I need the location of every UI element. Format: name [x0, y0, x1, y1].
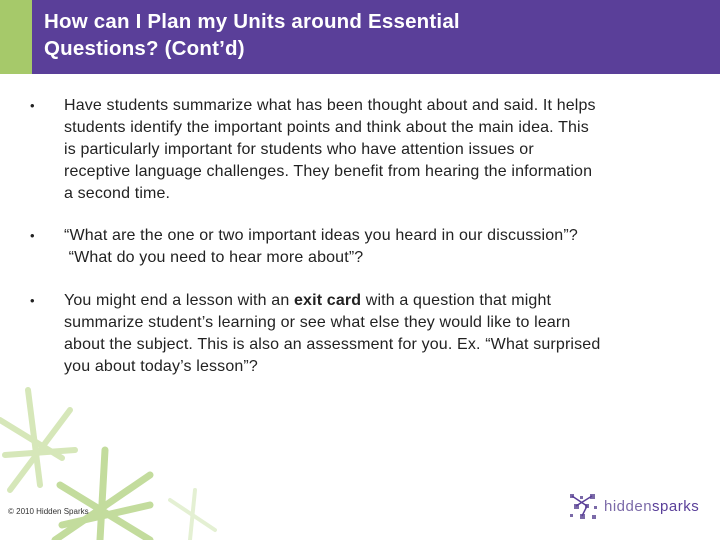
bullet-line: “What do you need to hear more about”?: [64, 249, 364, 266]
hidden-sparks-logo: [568, 492, 708, 522]
bullet-marker: •: [30, 293, 35, 308]
bullet-line: is particularly important for students who have attention issues or: [64, 141, 534, 158]
logo-word-sparks: sparks: [652, 498, 700, 515]
bullet-text-segment: with a question that might: [361, 292, 552, 309]
bullet-exit-card: [24, 290, 600, 378]
bullet-text: [64, 290, 600, 378]
bullet-marker: •: [30, 98, 35, 113]
bullet-marker: •: [30, 228, 35, 243]
bullet-text: [64, 95, 596, 205]
bullet-line: [64, 290, 600, 312]
bullet-text-segment: You might end a lesson with an: [64, 292, 294, 309]
bullet-line: about the subject. This is also an assessment for you. Ex. “What surprised: [64, 336, 601, 353]
sparks-logo-icon: [568, 492, 600, 522]
bullet-line: a second time.: [64, 185, 171, 202]
bullet-line: students identify the important points and think about the main idea. This: [64, 119, 589, 136]
bullet-line: “What are the one or two important ideas you heard in our discussion”?: [64, 227, 578, 244]
bullet-line: receptive language challenges. They benefit from hearing the information: [64, 163, 593, 180]
bullet-line: summarize student’s learning or see what else they would like to learn: [64, 314, 571, 331]
slide-title: [44, 8, 684, 62]
exit-card-term: exit card: [294, 292, 362, 309]
bullet-line: Have students summarize what has been thought about and said. It helps: [64, 97, 596, 114]
logo-word-hidden: hidden: [604, 498, 653, 515]
slide-title-line-2: Questions? (Cont’d): [44, 37, 245, 60]
bullet-summarize: [24, 95, 596, 205]
bullet-line: you about today’s lesson”?: [64, 358, 258, 375]
decorative-sparkle-stars: [0, 380, 220, 540]
title-accent-strip: [0, 0, 32, 74]
bullet-questions: [24, 225, 578, 269]
logo-wordmark: [604, 498, 699, 515]
copyright-notice: © 2010 Hidden Sparks: [8, 507, 89, 516]
slide-title-line-1: How can I Plan my Units around Essential: [44, 10, 460, 33]
bullet-text: [64, 225, 578, 269]
